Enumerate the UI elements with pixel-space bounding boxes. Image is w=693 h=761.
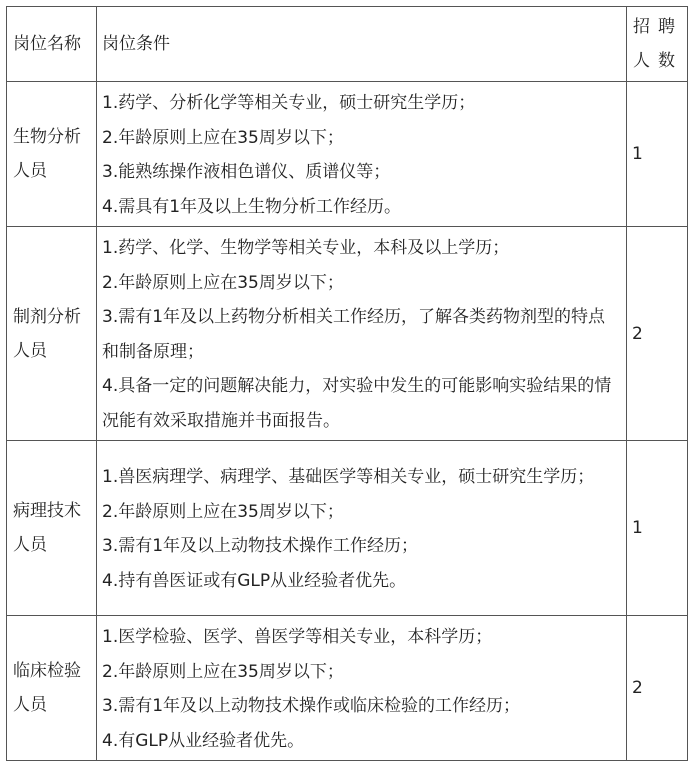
position-name: 制剂分析人员 [7,227,97,441]
condition-line: 1.兽医病理学、病理学、基础医学等相关专业，硕士研究生学历； [102,467,595,487]
condition-line: 3.能熟练操作液相色谱仪、质谱仪等； [102,162,391,182]
condition-line: 2.年龄原则上应在35周岁以下； [102,501,344,522]
header-row [7,7,688,82]
position-name: 生物分析人员 [7,82,97,227]
hiring-count: 2 [627,616,688,761]
header-hiring-count: 招聘人数 [627,7,688,82]
condition-line: 3.需有1年及以上药物分析相关工作经历，了解各类药物剂型的特点和制备原理； [102,307,606,362]
table-row [7,82,688,227]
position-conditions [97,616,627,761]
table-row [7,441,688,616]
condition-line: 1.医学检验、医学、兽医学等相关专业，本科学历； [102,627,493,647]
condition-line: 4.有GLP从业经验者优先。 [102,730,305,751]
recruitment-table [6,6,688,761]
position-name: 病理技术人员 [7,441,97,616]
table-row [7,227,688,441]
hiring-count: 1 [627,82,688,227]
condition-line: 1.药学、化学、生物学等相关专业，本科及以上学历； [102,238,510,258]
table-row [7,616,688,761]
header-position-name: 岗位名称 [7,7,97,82]
hiring-count: 1 [627,441,688,616]
condition-line: 2.年龄原则上应在35周岁以下； [102,127,344,148]
condition-line: 4.具备一定的问题解决能力，对实验中发生的可能影响实验结果的情况能有效采取措施并书面报告。 [102,376,612,431]
condition-line: 4.需具有1年及以上生物分析工作经历。 [102,196,402,217]
condition-line: 3.需有1年及以上动物技术操作工作经历； [102,536,419,556]
condition-line: 2.年龄原则上应在35周岁以下； [102,661,344,682]
condition-line: 1.药学、分析化学等相关专业，硕士研究生学历； [102,93,476,113]
condition-line: 4.持有兽医证或有GLP从业经验者优先。 [102,570,407,591]
position-conditions [97,82,627,227]
condition-line: 2.年龄原则上应在35周岁以下； [102,272,344,293]
position-conditions [97,441,627,616]
position-name: 临床检验人员 [7,616,97,761]
hiring-count: 2 [627,227,688,441]
position-conditions [97,227,627,441]
header-position-conditions: 岗位条件 [97,7,627,82]
condition-line: 3.需有1年及以上动物技术操作或临床检验的工作经历； [102,696,521,716]
